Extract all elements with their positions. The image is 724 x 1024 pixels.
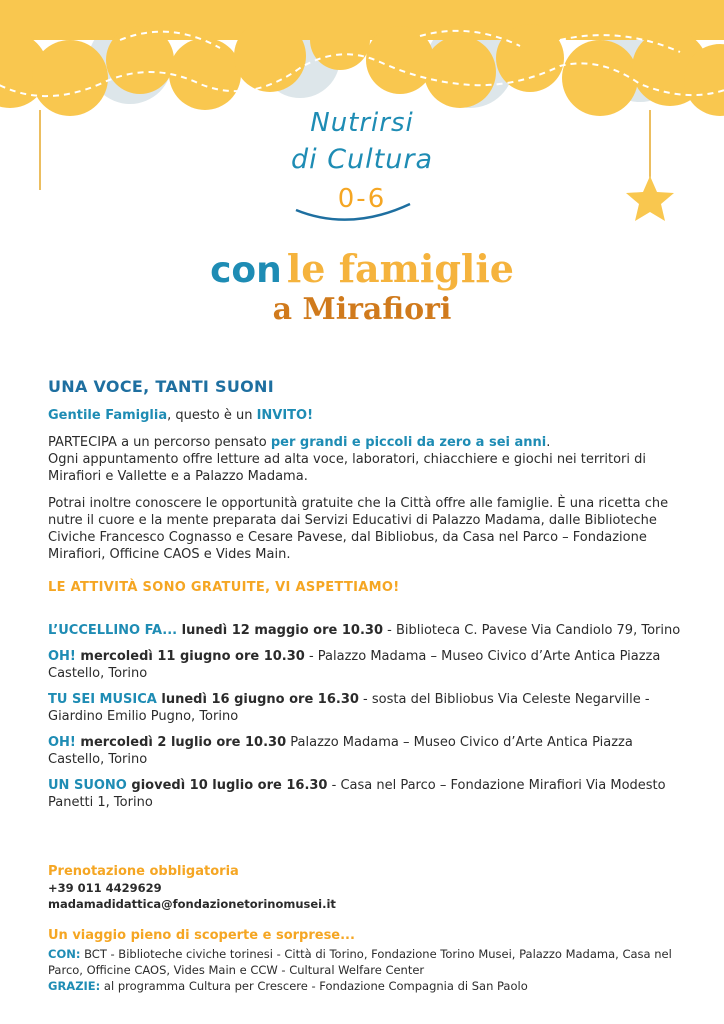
greeting-bold: Gentile Famiglia: [48, 408, 168, 423]
booking-email[interactable]: madamadidattica@fondazionetorinomusei.it: [48, 897, 336, 911]
p1-line2: Ogni appuntamento offre letture ad alta voce, laboratori, chiacchiere e giochi nei territori di Mirafiori e Vallette e a Palazzo Madama.: [48, 452, 646, 484]
credits-con-label: CON:: [48, 947, 81, 961]
event-when: giovedì 10 luglio ore 16.30: [126, 778, 328, 793]
event-where: Palazzo Madama – Museo Civico d’Arte Antica Piazza Castello, Torino: [48, 735, 633, 767]
event-item: [48, 622, 688, 639]
p1-highlight: per grandi e piccoli da zero a sei anni: [270, 435, 547, 450]
greeting-invito: INVITO!: [256, 408, 314, 423]
credits-title: Un viaggio pieno di scoperte e sorprese...: [48, 928, 355, 943]
title-nutrirsi: Nutrirsi: [310, 108, 414, 138]
greeting: [48, 407, 688, 424]
credits-con: [48, 946, 688, 978]
greeting-text: , questo è un: [167, 408, 257, 423]
event-item: [48, 777, 688, 811]
title-con-le-famiglie: [0, 246, 724, 291]
event-item: [48, 734, 688, 768]
event-where: - Casa nel Parco – Fondazione Mirafiori Via Modesto Panetti 1, Torino: [48, 778, 666, 810]
credits-grazie: [48, 978, 688, 994]
event-list: [48, 622, 688, 811]
footer: [48, 864, 688, 994]
event-name: UN SUONO: [48, 778, 127, 793]
title-a-mirafiori: a Mirafiori: [272, 292, 452, 327]
title-di-cultura: di Cultura: [290, 144, 434, 175]
event-name: TU SEI MUSICA: [48, 692, 157, 707]
event-where: - Palazzo Madama – Museo Civico d’Arte Antica Piazza Castello, Torino: [48, 649, 661, 681]
p1-text-a: PARTECIPA a un percorso pensato: [48, 435, 271, 450]
title-le-famiglie: le famiglie: [286, 246, 514, 291]
title-con: con: [210, 250, 282, 291]
event-where: - Biblioteca C. Pavese Via Candiolo 79, Torino: [383, 623, 681, 638]
event-when: lunedì 16 giugno ore 16.30: [156, 692, 359, 707]
event-name: OH!: [48, 735, 76, 750]
main-content: [48, 378, 688, 820]
booking-phone[interactable]: +39 011 4429629: [48, 881, 162, 895]
event-when: mercoledì 2 luglio ore 10.30: [75, 735, 287, 750]
credits-grazie-text: al programma Cultura per Crescere - Fondazione Compagnia di San Paolo: [100, 979, 528, 993]
event-item: [48, 648, 688, 682]
event-when: mercoledì 11 giugno ore 10.30: [75, 649, 305, 664]
event-item: [48, 691, 688, 725]
intro-paragraph-1: [48, 434, 688, 485]
section-heading: UNA VOCE, TANTI SUONI: [48, 377, 275, 396]
intro-paragraph-2: Potrai inoltre conoscere le opportunità gratuite che la Città offre alle famiglie. È una ricetta che nutre il cuore e la mente preparata dai Servizi Educativi di Palazzo Madama, dalle Biblioteche Civiche Francesco Cognasso e Cesare Pavese, dal Bibliobus, da Casa nel Parco – Fondazione Mirafiori, Officine CAOS e Vides Main.: [48, 496, 669, 562]
booking-title: Prenotazione obbligatoria: [48, 864, 239, 879]
activities-heading: LE ATTIVITÀ SONO GRATUITE, VI ASPETTIAMO!: [48, 580, 400, 595]
credits-con-text: BCT - Biblioteche civiche torinesi - Città di Torino, Fondazione Torino Musei, Palazzo Madama, Casa nel Parco, Officine CAOS, Vides Main e CCW - Cultural Welfare Center: [48, 947, 672, 977]
event-name: OH!: [48, 649, 76, 664]
event-when: lunedì 12 maggio ore 10.30: [177, 623, 383, 638]
p1-text-c: .: [546, 435, 551, 450]
title-age-range: 0-6: [337, 184, 387, 214]
event-where: - sosta del Bibliobus Via Celeste Negarville - Giardino Emilio Pugno, Torino: [48, 692, 650, 724]
credits-grazie-label: GRAZIE:: [48, 979, 101, 993]
event-name: L’UCCELLINO FA...: [48, 623, 178, 638]
